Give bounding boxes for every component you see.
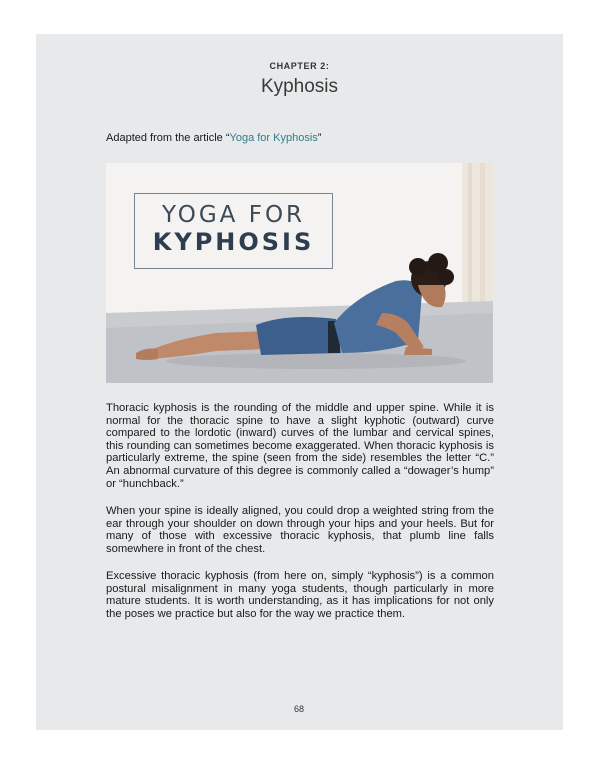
chapter-title: Kyphosis xyxy=(260,76,339,97)
page-number: 68 xyxy=(293,704,304,714)
body-paragraph-1: Thoracic kyphosis is the rounding of the middle and upper spine. While it is normal for the thoracic spine to have a slight kyphotic (outward) curve compared to the lordotic (inward) curves of the lumbar and cervical spines, this rounding can sometimes become exaggerated. When thoracic kyphosis is particularly extreme, the spine (seen from the side) resembles the letter “C.” An abnormal curvature of this degree is commonly called a “dowager’s hump” or “hunchback.” xyxy=(106,402,494,490)
article-link[interactable]: Yoga for Kyphosis xyxy=(229,132,318,144)
body-paragraph-2: When your spine is ideally aligned, you could drop a weighted string from the ear through your shoulder on down through your hips and your heels. But for many of those with excessive thoracic kyphosis, that plumb line falls somewhere in front of the chest. xyxy=(106,505,494,555)
body-paragraph-3: Excessive thoracic kyphosis (from here on, simply “kyphosis”) is a common postural misalignment in many yoga students, though particularly in more mature students. It is worth understanding, as it has implications for not only the poses we practice but also for the way we practice them. xyxy=(106,570,494,620)
attribution-suffix: ” xyxy=(317,132,322,144)
attribution-prefix: Adapted from the article “ xyxy=(106,132,230,144)
attribution-line xyxy=(106,132,321,144)
hero-title-line2: KYPHOSIS xyxy=(152,228,315,256)
hero-image xyxy=(106,163,493,383)
chapter-label: CHAPTER 2: xyxy=(269,61,330,71)
hero-title-line1: YOGA FOR xyxy=(161,202,306,228)
document-page xyxy=(36,34,563,730)
hero-title-box xyxy=(134,193,333,269)
